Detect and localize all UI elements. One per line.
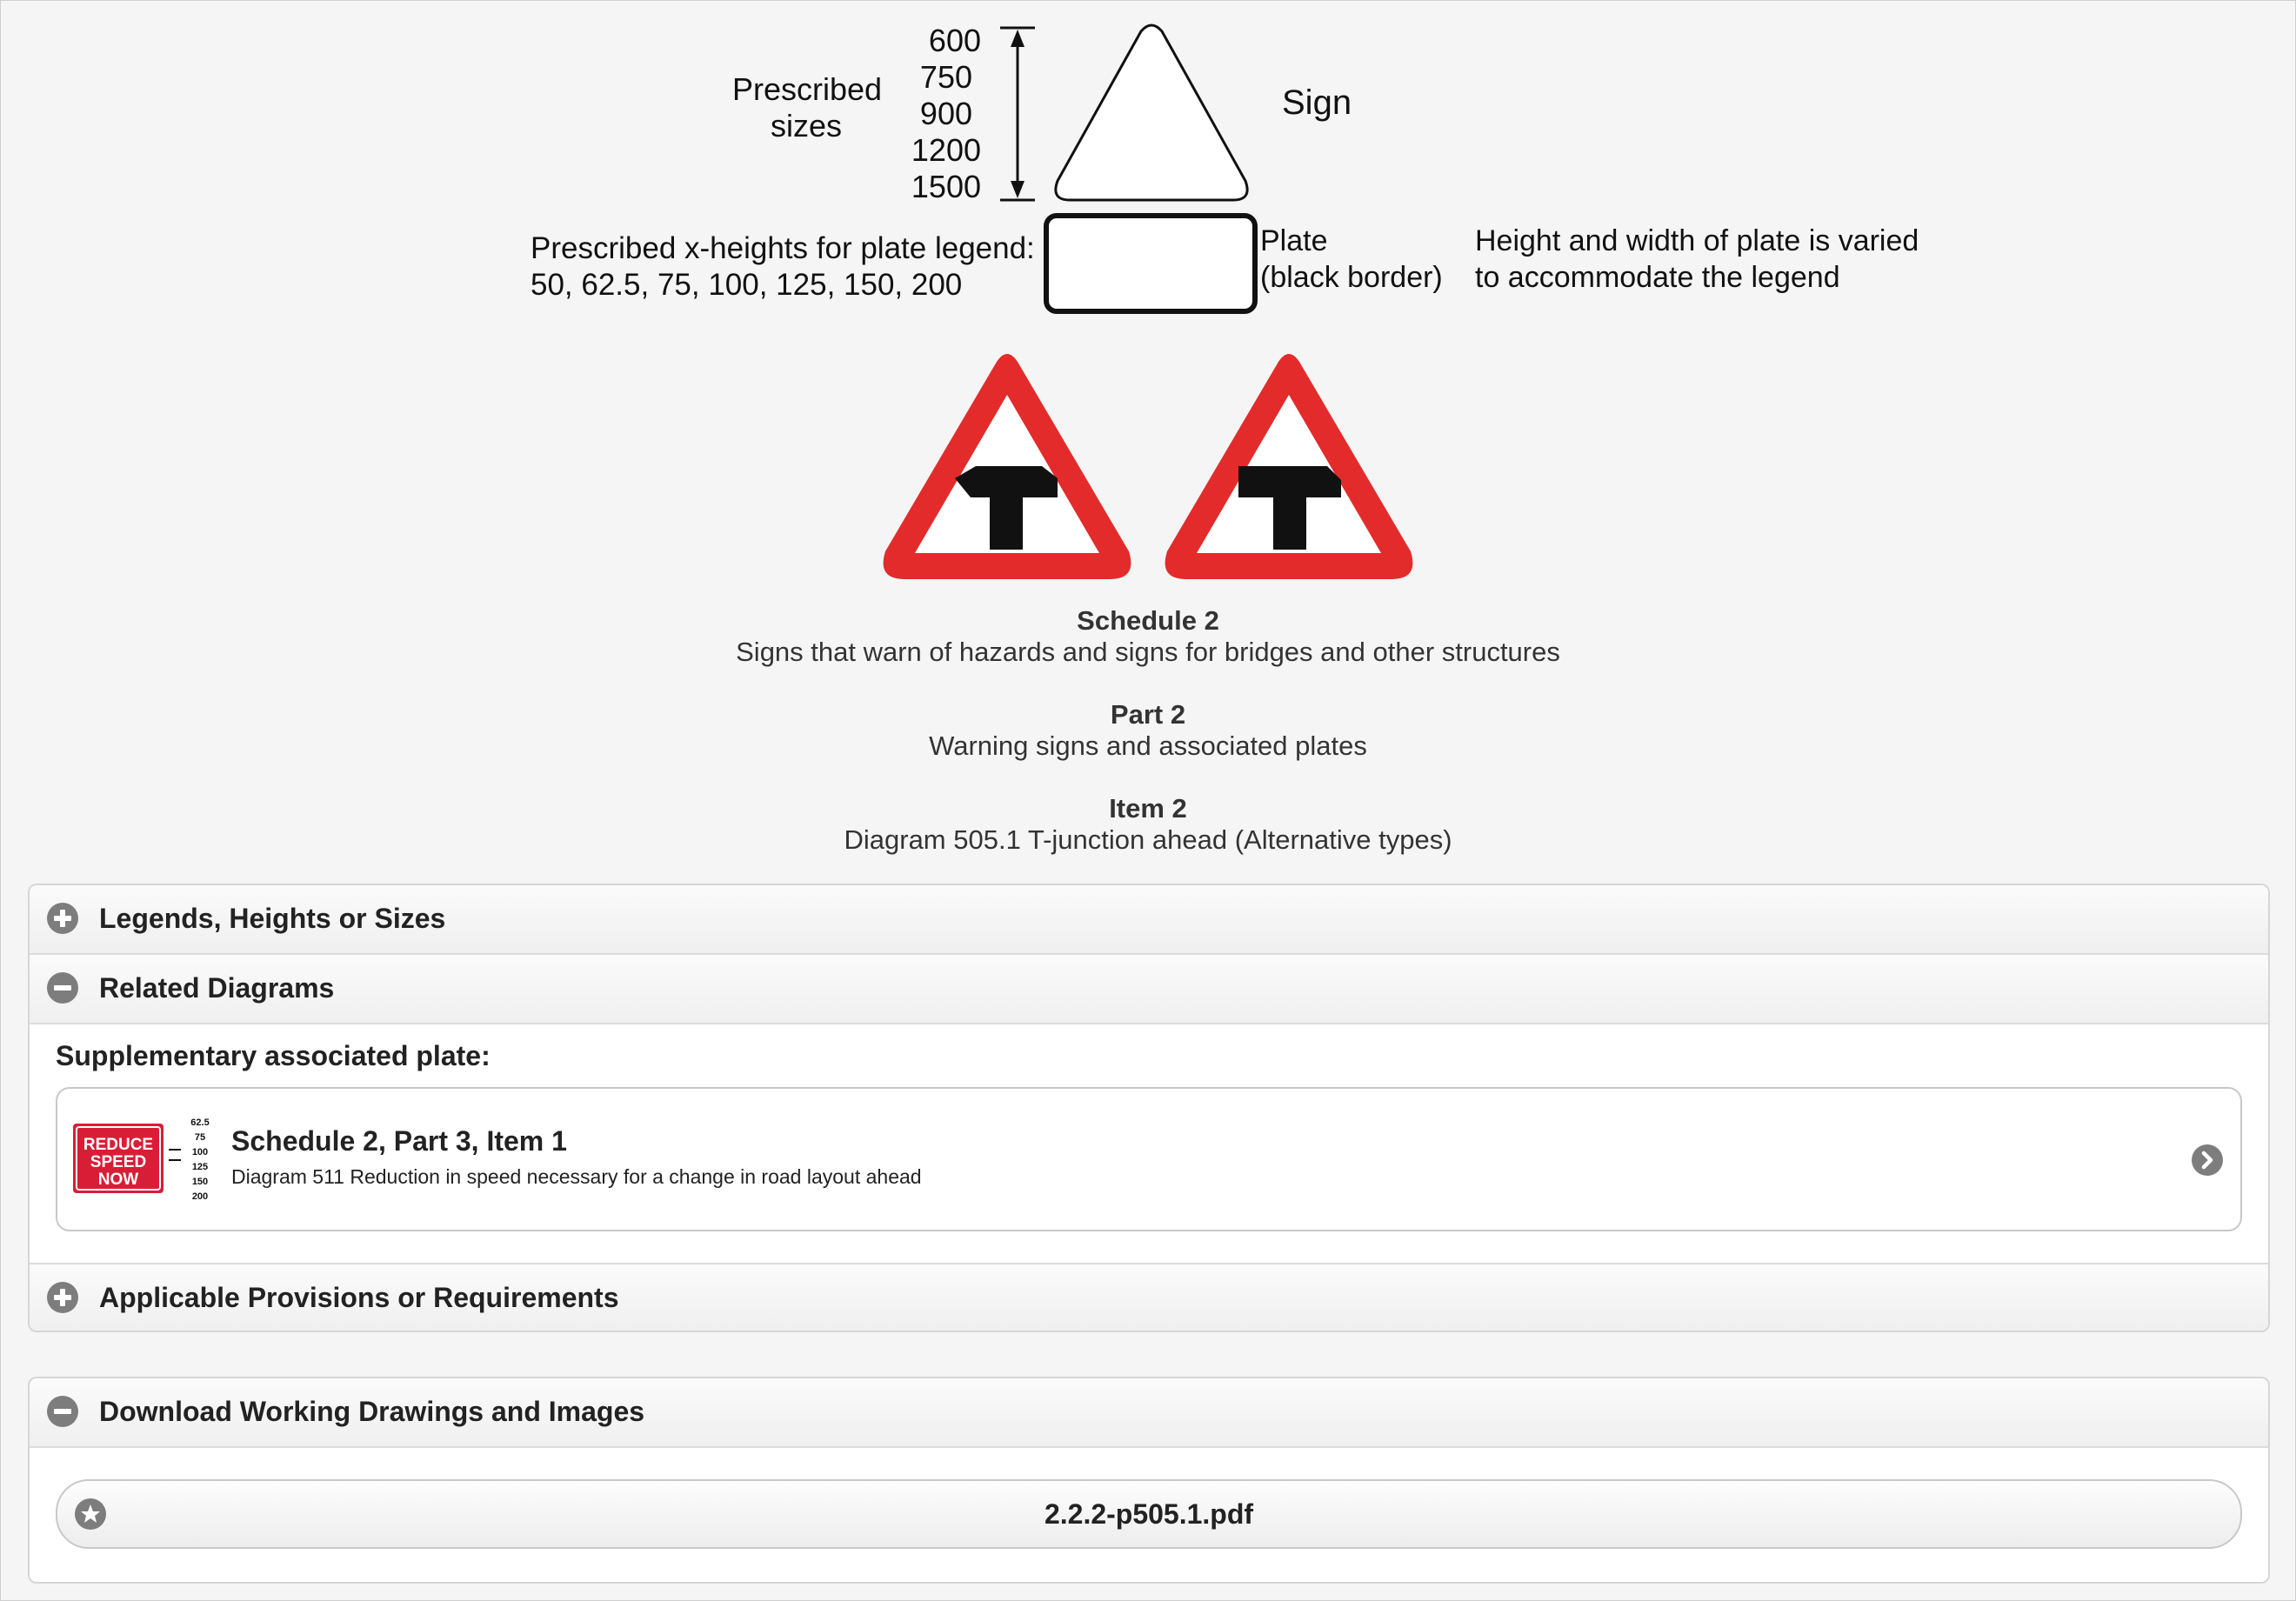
part-title: Part 2	[1110, 699, 1186, 730]
prescribed-sizes-line-1: Prescribed	[732, 71, 883, 107]
related-card-title: Schedule 2, Part 3, Item 1	[231, 1125, 567, 1157]
related-section-body	[30, 1024, 2268, 1264]
related-card-description: Diagram 511 Reduction in speed necessary for a change in road layout ahead	[231, 1165, 922, 1188]
schedule-title: Schedule 2	[1077, 605, 1219, 636]
thumb-line-3: NOW	[97, 1171, 139, 1189]
download-file-label: 2.2.2-p505.1.pdf	[1044, 1498, 1254, 1530]
xheights-label: Prescribed x-heights for plate legend:	[531, 231, 1035, 265]
thumb-size-3: 100	[191, 1147, 209, 1157]
legends-section-label: Legends, Heights or Sizes	[99, 903, 446, 934]
size-600: 600	[928, 23, 981, 58]
thumb-size-5: 150	[191, 1177, 209, 1187]
dimension-arrow-down	[1011, 181, 1025, 198]
sign-outline-triangle	[1056, 25, 1247, 200]
dimension-arrow-up	[1011, 30, 1025, 47]
t-junction-sign-left	[878, 350, 1136, 583]
thumb-size-4: 125	[191, 1162, 209, 1172]
part-text: Warning signs and associated plates	[929, 730, 1367, 761]
download-section-body	[30, 1448, 2268, 1582]
thumb-line-1: REDUCE	[83, 1136, 154, 1154]
schedule-caption	[0, 605, 2296, 668]
item-title: Item 2	[1109, 793, 1187, 824]
item-caption	[0, 793, 2296, 856]
part-caption	[0, 699, 2296, 762]
related-section-header[interactable]	[30, 955, 2268, 1024]
download-section-header[interactable]	[30, 1378, 2268, 1448]
sign-diagram	[0, 0, 2296, 591]
schedule-text: Signs that warn of hazards and signs for bridges and other structures	[736, 637, 1560, 667]
xheights-values: 50, 62.5, 75, 100, 125, 150, 200	[531, 268, 963, 302]
plate-note	[1475, 223, 1919, 296]
item-text: Diagram 505.1 T-junction ahead (Alternative types)	[844, 824, 1452, 855]
plus-circle-icon	[47, 1282, 78, 1313]
plate-label	[1260, 223, 1443, 296]
sign-label: Sign	[1282, 83, 1352, 122]
schematic-drawing	[0, 0, 2296, 330]
size-1500: 1500	[911, 169, 981, 204]
plate-note-line-1: Height and width of plate is varied	[1475, 224, 1919, 257]
size-1200: 1200	[911, 132, 981, 168]
plate-label-line-1: Plate	[1260, 224, 1328, 257]
related-section-label: Related Diagrams	[99, 972, 335, 1004]
chevron-right-circle-icon[interactable]	[2192, 1144, 2223, 1176]
plus-circle-icon	[47, 903, 78, 934]
size-900: 900	[919, 96, 972, 131]
download-file-button[interactable]	[56, 1479, 2242, 1549]
provisions-section-header[interactable]	[30, 1264, 2268, 1332]
thumb-size-2: 75	[194, 1132, 206, 1143]
supplementary-plate-heading: Supplementary associated plate:	[56, 1040, 491, 1071]
prescribed-sizes-line-2: sizes	[770, 108, 843, 143]
thumb-line-2: SPEED	[90, 1153, 147, 1171]
minus-circle-icon	[47, 972, 78, 1004]
thumb-size-6: 200	[191, 1191, 209, 1202]
t-junction-sign-right	[1160, 350, 1418, 583]
size-750: 750	[919, 59, 972, 95]
download-panel	[28, 1377, 2270, 1584]
provisions-section-label: Applicable Provisions or Requirements	[99, 1282, 619, 1313]
download-section-label: Download Working Drawings and Images	[99, 1396, 645, 1427]
legends-section-header[interactable]	[30, 885, 2268, 955]
details-accordion	[28, 884, 2270, 1332]
plate-note-line-2: to accommodate the legend	[1475, 261, 1840, 294]
minus-circle-icon	[47, 1396, 78, 1427]
plate-outline	[1046, 216, 1255, 311]
reduce-speed-now-thumbnail	[73, 1115, 217, 1202]
plate-label-line-2: (black border)	[1260, 261, 1443, 294]
thumb-size-1: 62.5	[190, 1117, 210, 1128]
related-diagram-card[interactable]	[56, 1087, 2242, 1231]
